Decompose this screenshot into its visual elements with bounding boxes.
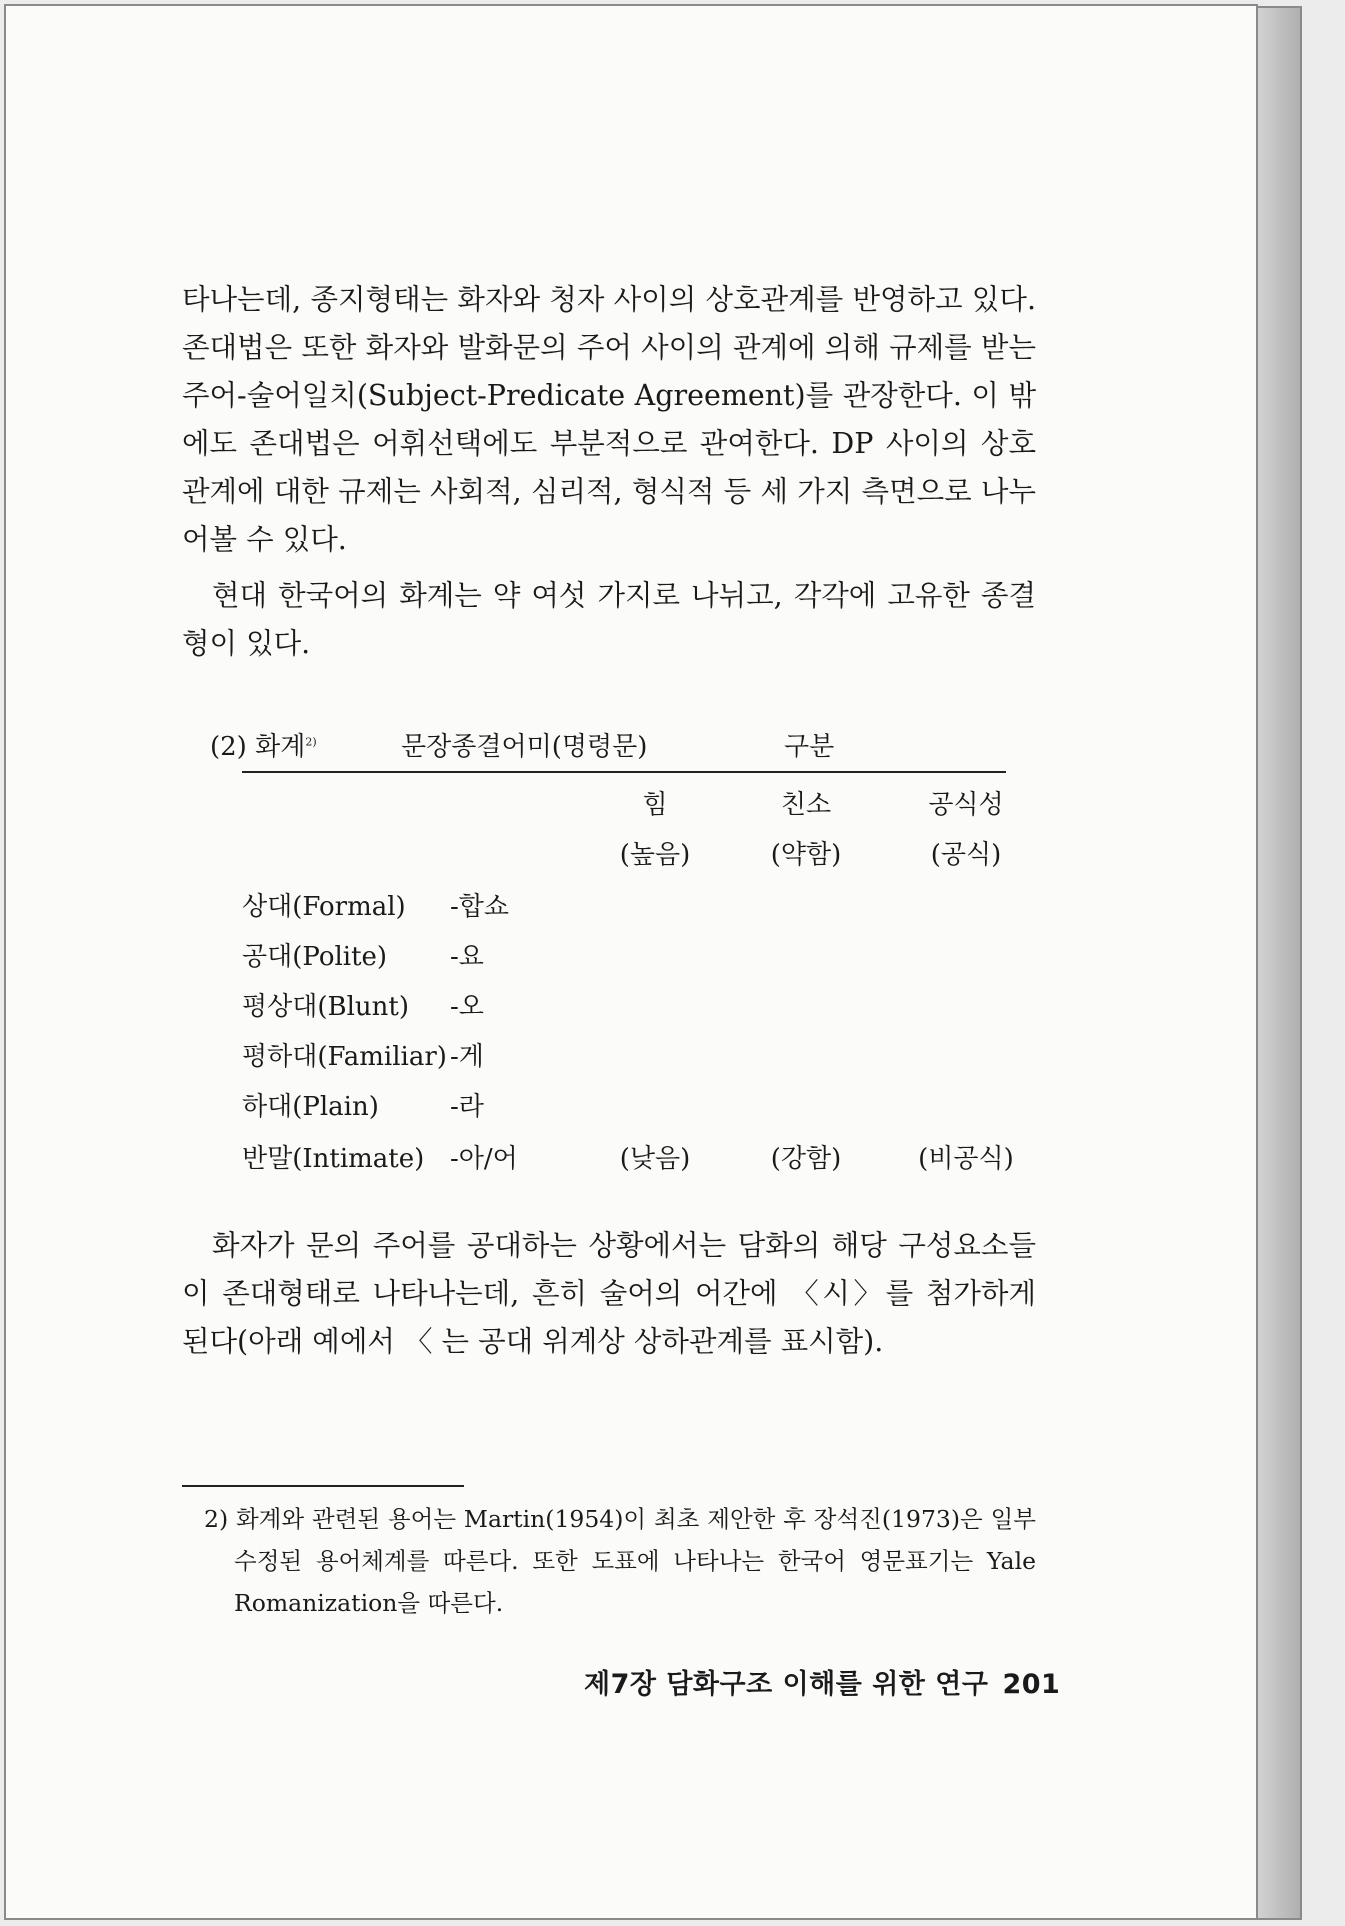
example-label xyxy=(210,726,317,763)
table-rule xyxy=(242,771,1006,773)
running-footer xyxy=(584,1662,1060,1701)
subhead-power-high: (높음) xyxy=(619,840,691,870)
ending-formal: -합쇼 xyxy=(450,892,510,922)
power-low: (낮음) xyxy=(619,1144,691,1174)
ending-polite: -요 xyxy=(450,942,484,972)
column-head-ending: 문장종결어미(명령문) xyxy=(401,732,648,762)
intimacy-low: (강함) xyxy=(770,1144,842,1174)
speech-level-blunt: 평상대(Blunt) xyxy=(242,992,409,1022)
subhead-formality-high: (공식) xyxy=(930,840,1002,870)
footnote: 2) 화계와 관련된 용어는 Martin(1954)이 최초 제안한 후 장석진(1973)은 일부 수정된 용어체계를 따른다. 또한 도표에 나타나는 한국어 영문표기는 Yale Romanization을 따른다. xyxy=(204,1505,1036,1617)
subhead-power: 힘 xyxy=(642,790,668,820)
speech-level-intimate: 반말(Intimate) xyxy=(242,1144,425,1174)
ending-intimate: -아/어 xyxy=(450,1144,518,1174)
book-spine xyxy=(1258,6,1302,1920)
formality-low: (비공식) xyxy=(918,1144,1014,1174)
body-paragraph-1: 타나는데, 종지형태는 화자와 청자 사이의 상호관계를 반영하고 있다. 존대법은 또한 화자와 발화문의 주어 사이의 관계에 의해 규제를 받는 주어-술어일치(Subject-Predicate Agreement)를 관장한다. 이 밖에도 존대법은 어휘선택에도 부분적으로 관여한다. DP 사이의 상호관계에 대한 규제는 사회적, 심리적, 형식적 등 세 가지 측면으로 나누어볼 수 있다. xyxy=(182,283,1036,556)
running-title: 제7장 담화구조 이해를 위한 연구 xyxy=(584,1669,989,1700)
speech-level-polite: 공대(Polite) xyxy=(242,942,388,972)
page-number: 201 xyxy=(1002,1669,1061,1700)
footnote-ref: 2) xyxy=(305,735,317,749)
subhead-intimacy-high: (약함) xyxy=(770,840,842,870)
subhead-formality: 공식성 xyxy=(928,790,1004,820)
body-paragraph-3: 화자가 문의 주어를 공대하는 상황에서는 담화의 해당 구성요소들이 존대형태로 나타나는데, 흔히 술어의 어간에 〈시〉를 첨가하게 된다(아래 예에서 〈 는 공대 위계상 상하관계를 표시함). xyxy=(182,1229,1036,1358)
example-label-text: (2) 화계 xyxy=(210,732,306,762)
book-page xyxy=(4,4,1258,1920)
speech-level-familiar: 평하대(Familiar) xyxy=(242,1042,447,1072)
body-paragraph-2: 현대 한국어의 화계는 약 여섯 가지로 나뉘고, 각각에 고유한 종결형이 있다. xyxy=(182,579,1036,660)
ending-plain: -라 xyxy=(450,1092,484,1122)
ending-blunt: -오 xyxy=(450,992,484,1022)
subhead-intimacy: 친소 xyxy=(780,790,832,820)
ending-familiar: -게 xyxy=(450,1042,484,1072)
speech-level-plain: 하대(Plain) xyxy=(242,1092,379,1122)
speech-level-formal: 상대(Formal) xyxy=(242,892,406,922)
footnote-rule xyxy=(182,1485,464,1487)
column-head-category: 구분 xyxy=(784,732,835,762)
